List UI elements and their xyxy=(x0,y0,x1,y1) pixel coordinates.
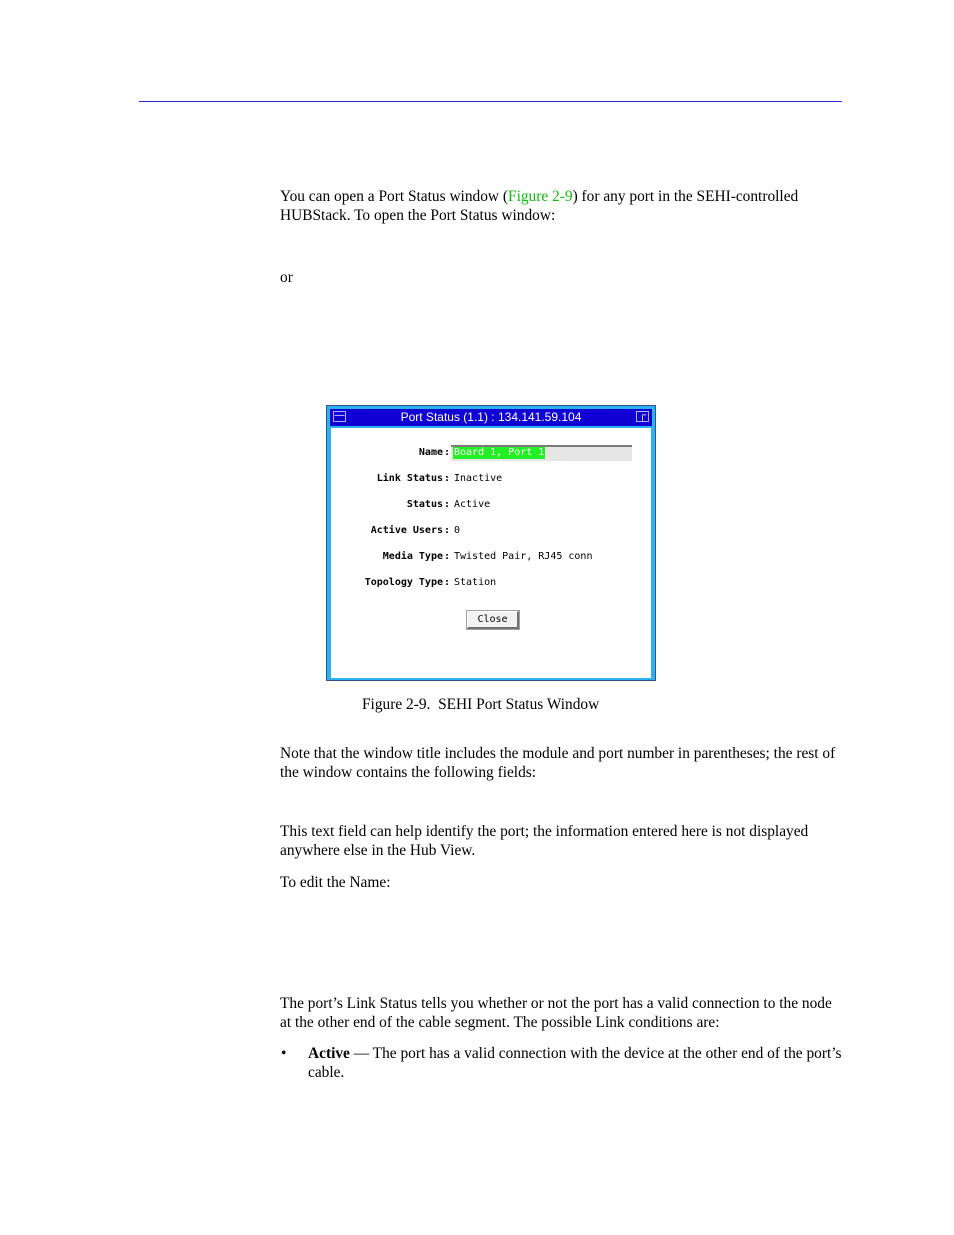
window-client-area xyxy=(331,428,651,678)
link-status-colon: : xyxy=(444,473,451,484)
active-users-colon: : xyxy=(444,525,451,536)
fields-intro-paragraph: Note that the window title includes the module and port number in parentheses; the rest of the window contains the following fields: xyxy=(280,745,836,781)
bullet-item-active xyxy=(308,1044,842,1082)
intro-text-start: You can open a Port Status window ( xyxy=(280,188,509,205)
active-users-value: 0 xyxy=(454,525,461,536)
status-colon: : xyxy=(444,499,451,510)
topology-type-value: Station xyxy=(454,577,497,588)
figure-link[interactable]: Figure 2-9 xyxy=(508,188,573,205)
window-title-bar[interactable] xyxy=(330,409,652,426)
port-status-window xyxy=(326,405,656,681)
or-text: or xyxy=(280,269,293,286)
name-label: Name xyxy=(418,447,443,458)
header-rule xyxy=(139,101,842,102)
media-type-colon: : xyxy=(444,551,451,562)
active-users-label: Active Users xyxy=(370,525,443,536)
active-users-row xyxy=(331,524,651,538)
media-type-label: Media Type xyxy=(382,551,443,562)
bullet-glyph: • xyxy=(281,1045,287,1062)
window-menu-icon[interactable]: — xyxy=(334,410,345,421)
bullet-term: Active xyxy=(308,1045,350,1062)
name-description-paragraph: This text field can help identify the port; the information entered here is not displayed anywhere else in the Hub View. xyxy=(280,823,809,859)
name-colon: : xyxy=(444,447,451,458)
link-status-row xyxy=(331,472,651,486)
topology-type-colon: : xyxy=(444,577,451,588)
edit-name-paragraph: To edit the Name: xyxy=(280,874,391,891)
link-status-value: Inactive xyxy=(454,473,503,484)
intro-paragraph xyxy=(280,187,842,225)
link-status-label: Link Status xyxy=(376,473,443,484)
window-resize-icon[interactable]: ┌ xyxy=(636,411,649,422)
status-row xyxy=(331,498,651,512)
media-type-row xyxy=(331,550,651,564)
topology-type-label: Topology Type xyxy=(364,577,443,588)
topology-type-row xyxy=(331,576,651,590)
intro-text-end: ) for any port in the SEHI-controlled HUBStack. To open the Port Status window: xyxy=(280,188,799,224)
window-title: Port Status (1.1) : 134.141.59.104 xyxy=(400,410,582,424)
name-input-value: Board 1, Port 1 xyxy=(454,447,545,458)
figure-caption: Figure 2-9. SEHI Port Status Window xyxy=(362,696,600,713)
status-value: Active xyxy=(454,499,491,510)
link-status-paragraph: The port’s Link Status tells you whether or not the port has a valid connection to the node at the other end of the cable segment. The possible Link conditions are: xyxy=(280,995,832,1031)
name-input[interactable] xyxy=(451,445,632,461)
bullet-text: — The port has a valid connection with the device at the other end of the port’s cable. xyxy=(308,1045,842,1081)
close-button[interactable]: Close xyxy=(467,611,519,629)
status-label: Status xyxy=(406,499,443,510)
media-type-value: Twisted Pair, RJ45 conn xyxy=(454,551,593,562)
